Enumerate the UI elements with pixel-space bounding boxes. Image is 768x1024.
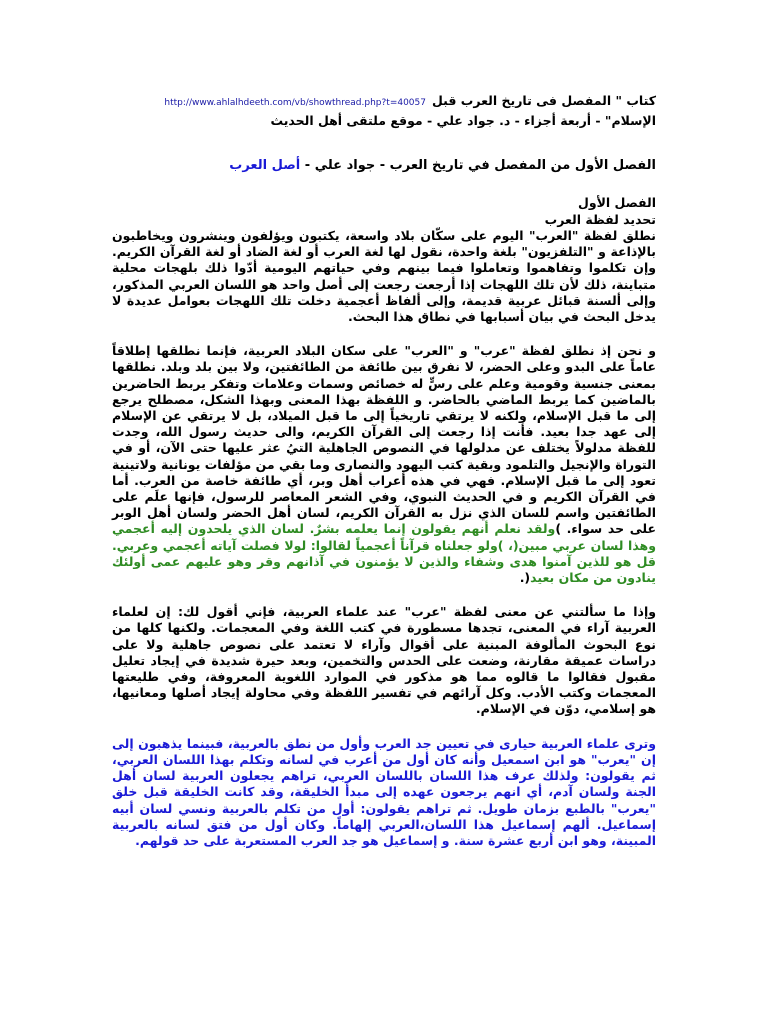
paragraph-3: وإذا ما سألتني عن معنى لفظة "عرب" عند علماء العربية، فإني أقول لك: إن لعلماء العربية آراء في المعنى، تجدها مسطورة في كتب اللغة وفي المعجمات. ولكنها كلها من نوع البحوث المألوفة المبنية على أقوال وآراء لا تعتمد على نصوص جاهلية ولا على دراسات عميقة مقارنة، وضعت على الحدس والتخمين، وبعد حيرة شديدة في إيجاد تعليل مقبول فقالوا ما قالوه مما هو مذكور في الموارد اللغوية المعروفة، وفي طليعتها المعجمات وكتب الأدب. وكل آرائهم في تفسير اللفظة وفي محاولة إيجاد أصلها ومعانيها، هو إسلامي، دوّن في الإسلام.	[112, 604, 656, 717]
section-subheading: تحديد لفظة العرب	[544, 212, 656, 227]
chapter-title-highlight: أصل العرب	[229, 158, 301, 173]
paragraph-2-text: و نحن إذ نطلق لفظة "عرب" و "العرب" على سكان البلاد العربية، فإنما نطلقها إطلاقاً عاماً على البدو وعلى الحضر، لا نفرق بين طائفة من الطائفتين، ولا بين بلد وبلد. نطلقها بمعنى جنسية وقومية وعلم على رسٍّ له خصائص وسمات وعلامات وتفكر يربط الحاضرين بالماضين كما يربط الماضي بالحاضر. و اللفظة بهذا المعنى وبهذا الشكل، مصطلح يرجع إلى ما قبل الإسلام، ولكنه لا يرتقي تاريخياً إلى ما قبل الميلاد، بل لا يرتقي عن الإسلام إلى عهد جدا بعيد. فأنت إذا رجعت إلى القرآن الكريم، والى حديث رسول الله، وجدت للفظة مدلولاً يختلف عن مدلولها في النصوص الجاهلية التيُ عثر عليها حتى الآن، أو في التوراة والإنجيل والتلمود وبقية كتب اليهود والنصارى وما بقي من مؤلفات يونانية ولاتينية تعود إلى ما قبل الإسلام. فهي في هذه أعراب أهل وبر، أي طائفة خاصة من العرب. أما في القرآن الكريم و في الحديث النبوي، وفي الشعر المعاصر للرسول، فإنها علَم على الطائفتين واسم للسان الذي نزل به القرآن الكريم، لسان أهل الحضر ولسان أهل الوبر على حد سواء. )	[112, 343, 657, 537]
paragraph-1: نطلق لفظة "العرب" اليوم على سكّان بلاد واسعة، يكتبون ويؤلفون وينشرون ويخاطبون بالإذاعة و "التلفزيون" بلغة واحدة، نقول لها لغة العرب أو لغة الضاد أو لغة القرآن الكريم. وإن تكلموا وتفاهموا وتعاملوا فيما بينهم وفي حياتهم اليومية أدّوا ذلك بلهجات محلية متباينة، ذلك لأن تلك اللهجات إذا أرجعت رجعت إلى أصل واحد هو اللسان العربي المذكور، وإلى ألسنة قبائل عربية قديمة، وإلى ألفاظ أعجمية دخلت تلك اللهجات بعوامل عديدة لا يدخل البحث في بيان أسبابها في نطاق هذا البحث.	[112, 228, 656, 325]
paragraph-4: وترى علماء العربية حيارى في تعيين جد العرب وأول من نطق بالعربية، فبينما يذهبون إلى إن "يعرب" هو ابن اسمعيل وأنه كان أول من أعرب في لسانه وتكلم بهذا اللسان العربي، ثم يقولون: ولذلك عرف هذا اللسان باللسان العربي، تراهم يجعلون العربية لسان أهل الجنة ولسان آدم، أي انهم يرجعون عهده إلى مبدأ الخليقة، وقد كانت الخليقة قبل خلق "يعرب" بالطبع بزمان طويل. ثم تراهم يقولون: أول من تكلم بالعربية ونسي لسان أبيه إسماعيل. ألهم إسماعيل هذا اللسان،العربي إلهاماً. وكان أول من فتق لسانه بالعربية المبينة، وهو ابن أربع عشرة سنة. و إسماعيل هو جد العرب المستعربة على حد قولهم.	[112, 735, 656, 848]
header-prefix: كتاب " المفصل فى تاريخ العرب قبل	[431, 93, 656, 108]
document-page	[112, 92, 656, 849]
paragraph-2	[112, 343, 656, 586]
paragraph-2-end: (.	[519, 570, 531, 586]
section-heading-block	[112, 194, 656, 228]
header-suffix: الإسلام" - أربعة أجزاء - د. جواد علي - موقع ملتقى أهل الحديث	[270, 113, 656, 128]
chapter-title	[112, 156, 656, 176]
document-header	[112, 92, 656, 130]
source-link[interactable]: http://www.ahlalhdeeth.com/vb/showthread.php?t=40057	[164, 98, 426, 108]
chapter-title-main: الفصل الأول من المفصل في تاريخ العرب - جواد علي -	[304, 158, 656, 173]
quran-quote: ولقد نعلم أنهم يقولون إنما يعلمه بشرٌ. لسان الذي يلحدون إليه أعجمي وهذا لسان عربي مبين(، )ولو جعلناه قرآناً أعجمياً لقالوا: لولا فصلت آياته أعجمي وعربي. قل هو للذين آمنوا هدى وشفاء والذين لا يؤمنون في آذانهم وقر وهو عليهم عمى أولئك ينادون من مكان بعيد	[112, 521, 656, 586]
section-heading: الفصل الأول	[577, 195, 656, 210]
